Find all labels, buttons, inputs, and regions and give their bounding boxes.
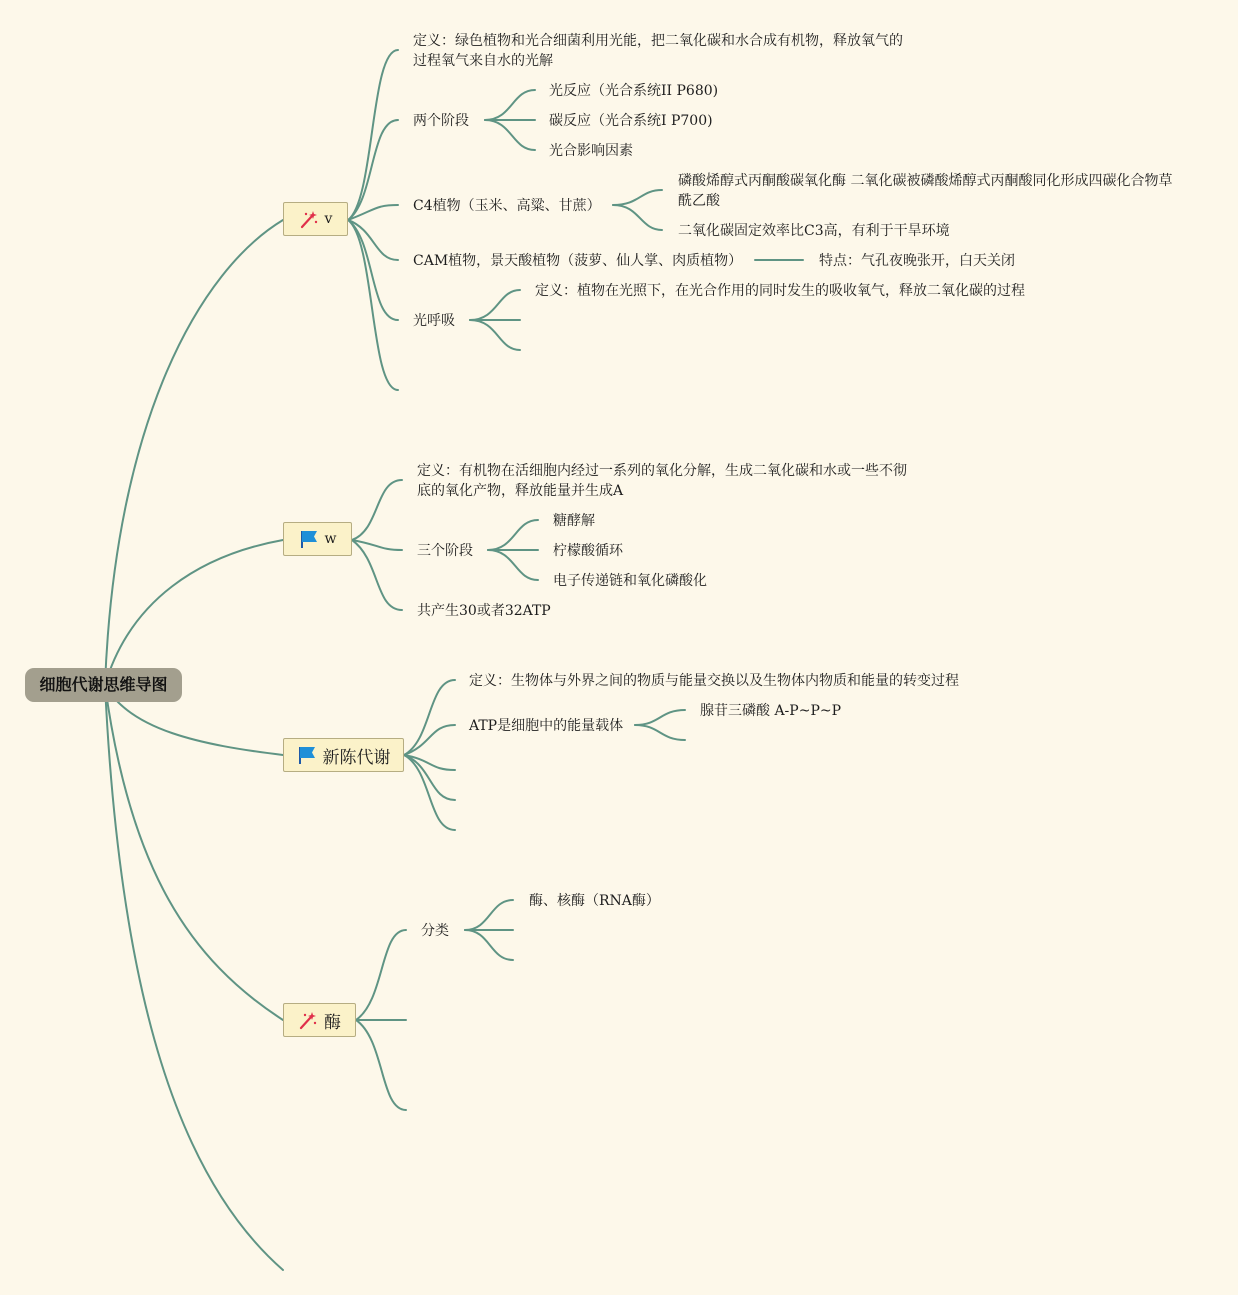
edge-class-types [465, 900, 513, 930]
c4-plants[interactable]: C4植物（玉米、高粱、甘蔗） [413, 198, 601, 214]
edge-light-reaction [485, 90, 535, 120]
magic-wand-icon [298, 1010, 318, 1030]
atp-carrier[interactable]: ATP是细胞中的能量载体 [469, 718, 624, 734]
metabolism-definition[interactable]: 定义：生物体与外界之间的物质与能量交换以及生物体内物质和能量的转变过程 [469, 673, 959, 689]
c4-detail-line2[interactable]: 酰乙酸 [678, 193, 720, 209]
topic-v[interactable] [283, 202, 348, 236]
edge-enzyme-class [356, 930, 406, 1020]
enzyme-classification[interactable]: 分类 [421, 923, 449, 939]
edge-root-end [105, 685, 283, 1270]
topic-label: v [324, 211, 333, 227]
enzyme-types[interactable]: 酶、核酶（RNA酶） [529, 893, 660, 909]
citric-acid-cycle[interactable]: 柠檬酸循环 [553, 543, 623, 559]
glycolysis[interactable]: 糖酵解 [553, 513, 595, 529]
edge-enzyme-3 [356, 1020, 406, 1110]
edge-class-3 [465, 930, 513, 960]
edge-c4-detail1 [613, 190, 662, 205]
cam-plants[interactable]: CAM植物，景天酸植物（菠萝、仙人掌、肉质植物） [413, 253, 743, 269]
two-stages[interactable]: 两个阶段 [413, 113, 469, 129]
magic-wand-icon [299, 209, 319, 229]
edge-w-three-stages [352, 540, 402, 550]
edge-meta-atp [404, 725, 455, 755]
photosynthesis-definition-line2[interactable]: 过程氧气来自水的光解 [413, 53, 553, 69]
edge-c4-detail2 [613, 205, 662, 230]
edge-photoresp-3 [470, 320, 520, 350]
edge-v-photorespiration [348, 220, 398, 320]
edge-electron [488, 550, 538, 580]
c4-detail-line1[interactable]: 磷酸烯醇式丙酮酸碳氧化酶 二氧化碳被磷酸烯醇式丙酮酸同化形成四碳化合物草 [678, 173, 1173, 189]
blue-flag-icon [299, 529, 319, 549]
edge-v-definition [348, 50, 398, 220]
edge-meta-definition [404, 680, 455, 755]
edge-w-definition [352, 480, 402, 540]
edge-meta-3 [404, 755, 455, 770]
edge-factors [485, 120, 535, 150]
edge-v-cam [348, 220, 398, 260]
topic-enzyme[interactable] [283, 1003, 356, 1037]
photorespiration[interactable]: 光呼吸 [413, 313, 455, 329]
edge-glycolysis [488, 520, 538, 550]
edge-root-v [105, 220, 283, 685]
photosynthesis-factors[interactable]: 光合影响因素 [549, 143, 633, 159]
cam-feature[interactable]: 特点：气孔夜晚张开，白天关闭 [819, 253, 1015, 269]
photosynthesis-definition-line1[interactable]: 定义：绿色植物和光合细菌利用光能，把二氧化碳和水合成有机物，释放氧气的 [413, 33, 903, 49]
edge-atp-full [635, 710, 685, 725]
respiration-definition-line2[interactable]: 底的氧化产物，释放能量并生成A [417, 483, 624, 499]
three-stages[interactable]: 三个阶段 [417, 543, 473, 559]
edge-atp-2 [635, 725, 685, 740]
topic-w[interactable] [283, 522, 352, 556]
atp-full-name[interactable]: 腺苷三磷酸 A-P~P~P [700, 703, 842, 719]
edge-v-empty [348, 220, 398, 390]
edge-meta-5 [404, 755, 455, 830]
light-reaction[interactable]: 光反应（光合系统II P680) [549, 83, 719, 99]
respiration-definition-line1[interactable]: 定义：有机物在活细胞内经过一系列的氧化分解，生成二氧化碳和水或一些不彻 [417, 463, 907, 479]
root-topic[interactable]: 细胞代谢思维导图 [25, 668, 182, 702]
topic-label: 酶 [324, 1012, 341, 1033]
electron-transport-chain[interactable]: 电子传递链和氧化磷酸化 [553, 573, 707, 589]
edge-photoresp-def [470, 290, 520, 320]
c4-detail2[interactable]: 二氧化碳固定效率比C3高，有利于干旱环境 [678, 223, 950, 239]
blue-flag-icon [297, 745, 317, 765]
edge-root-w [105, 540, 283, 685]
atp-total[interactable]: 共产生30或者32ATP [417, 603, 551, 619]
topic-label: w [324, 531, 337, 547]
topic-metabolism[interactable] [283, 738, 404, 772]
edge-root-enzyme [105, 685, 283, 1020]
carbon-reaction[interactable]: 碳反应（光合系统I P700) [549, 113, 713, 129]
photorespiration-definition[interactable]: 定义：植物在光照下，在光合作用的同时发生的吸收氧气，释放二氧化碳的过程 [535, 283, 1025, 299]
topic-label: 新陈代谢 [322, 747, 391, 768]
